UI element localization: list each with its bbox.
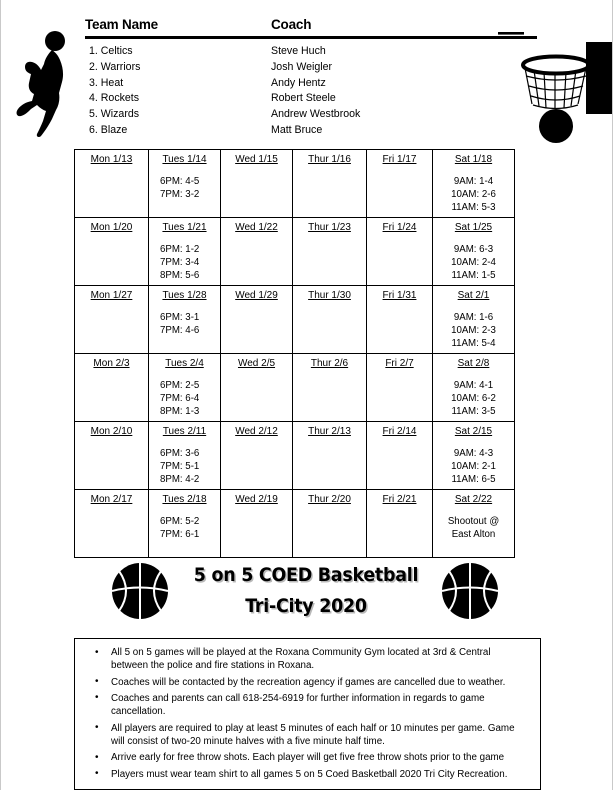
day-label: Wed 2/12	[235, 426, 278, 437]
team-name: 2. Warriors	[89, 60, 141, 73]
coach-name: Robert Steele	[271, 92, 336, 105]
day-label: Thur 1/16	[308, 154, 351, 165]
day-label: Thur 2/20	[308, 494, 351, 505]
game-list	[433, 380, 514, 418]
game-entry: 6PM: 3-1	[160, 312, 200, 324]
schedule-cell-thu[interactable]	[293, 218, 367, 286]
day-label: Sat 2/1	[457, 290, 490, 301]
game-list	[433, 244, 514, 282]
team-name: 3. Heat	[89, 76, 124, 89]
banner-title	[169, 564, 443, 617]
schedule-cell-wed[interactable]	[221, 354, 293, 422]
day-label: Mon 2/17	[90, 494, 133, 505]
roster-row	[89, 77, 539, 93]
schedule-cell-fri[interactable]	[367, 490, 433, 558]
schedule-table	[74, 149, 515, 558]
game-entry: 9AM: 4-3	[453, 448, 494, 460]
schedule-cell-mon[interactable]	[75, 354, 149, 422]
rule-item: • Coaches and parents can call 618-254-6919 for further information in regards to game cancellation.	[111, 692, 530, 718]
schedule-cell-wed[interactable]	[221, 150, 293, 218]
day-label: Tues 2/4	[165, 358, 204, 369]
schedule-cell-tue[interactable]	[149, 286, 221, 354]
schedule-cell-wed[interactable]	[221, 286, 293, 354]
day-label: Sat 1/25	[454, 222, 493, 233]
game-entry: 9AM: 1-4	[453, 176, 494, 188]
schedule-cell-wed[interactable]	[221, 218, 293, 286]
day-label: Sat 2/22	[454, 494, 493, 505]
day-label: Mon 1/20	[90, 222, 133, 233]
roster-list	[89, 45, 539, 140]
game-entry: 6PM: 2-5	[160, 380, 200, 392]
schedule-cell-thu[interactable]	[293, 354, 367, 422]
roster-row	[89, 124, 539, 140]
day-label: Wed 2/5	[237, 358, 276, 369]
coach-name: Andrew Westbrook	[271, 108, 361, 121]
schedule-cell-mon[interactable]	[75, 422, 149, 490]
schedule-cell-thu[interactable]	[293, 286, 367, 354]
game-entry: 7PM: 6-1	[160, 529, 200, 540]
game-entry: 9AM: 1-6	[453, 312, 494, 324]
day-label: Mon 2/10	[90, 426, 133, 437]
schedule-cell-sat[interactable]	[433, 490, 515, 558]
game-entry: 6PM: 4-5	[160, 176, 200, 188]
game-list	[433, 516, 514, 541]
game-list	[149, 380, 220, 418]
day-label: Wed 1/22	[235, 222, 278, 233]
schedule-cell-fri[interactable]	[367, 354, 433, 422]
game-list	[149, 516, 220, 541]
day-label: Fri 1/24	[382, 222, 417, 233]
schedule-cell-sat[interactable]	[433, 286, 515, 354]
schedule-cell-tue[interactable]	[149, 150, 221, 218]
game-list	[433, 448, 514, 486]
game-entry: 8PM: 1-3	[160, 405, 200, 417]
roster-header	[85, 16, 537, 34]
schedule-cell-thu[interactable]	[293, 150, 367, 218]
schedule-cell-mon[interactable]	[75, 218, 149, 286]
game-list	[149, 244, 220, 282]
schedule-cell-wed[interactable]	[221, 422, 293, 490]
banner-title-line2: Tri-City 2020	[245, 595, 367, 617]
schedule-cell-fri[interactable]	[367, 218, 433, 286]
game-entry: 11AM: 5-3	[451, 201, 496, 213]
schedule-cell-wed[interactable]	[221, 490, 293, 558]
day-label: Mon 2/3	[93, 358, 130, 369]
game-entry: 10AM: 6-2	[451, 393, 496, 404]
basketball-icon-left	[111, 562, 169, 620]
day-label: Fri 1/17	[382, 154, 417, 165]
roster-row	[89, 92, 539, 108]
schedule-cell-tue[interactable]	[149, 422, 221, 490]
day-label: Fri 2/14	[382, 426, 417, 437]
schedule-week-row	[75, 354, 515, 422]
game-list	[149, 312, 220, 337]
game-entry: Shootout @	[447, 516, 500, 528]
team-name-header: Team Name	[85, 17, 158, 32]
game-entry: 6PM: 5-2	[160, 516, 200, 528]
game-entry: 7PM: 4-6	[160, 325, 200, 336]
day-label: Tues 1/21	[162, 222, 207, 233]
schedule-cell-thu[interactable]	[293, 490, 367, 558]
game-list	[433, 312, 514, 350]
game-list	[149, 448, 220, 486]
schedule-week-row	[75, 150, 515, 218]
schedule-cell-tue[interactable]	[149, 354, 221, 422]
day-label: Sat 1/18	[454, 154, 493, 165]
game-entry: 10AM: 2-1	[451, 461, 496, 472]
day-label: Fri 1/31	[382, 290, 417, 301]
coach-name: Josh Weigler	[271, 60, 333, 73]
header-rule	[85, 36, 537, 39]
roster-row	[89, 45, 539, 61]
basketball-icon-right	[441, 562, 499, 620]
schedule-week-row	[75, 422, 515, 490]
schedule-week-row	[75, 490, 515, 558]
day-label: Tues 2/11	[162, 426, 207, 437]
day-label: Thur 2/6	[310, 358, 349, 369]
game-entry: 11AM: 5-4	[451, 337, 496, 349]
game-entry: 9AM: 6-3	[453, 244, 494, 256]
roster-row	[89, 108, 539, 124]
schedule-cell-tue[interactable]	[149, 218, 221, 286]
rule-item: • All players are required to play at least 5 minutes of each half or 10 minutes per game. Game will consist of two-20 minute halves with a five minute half time.	[111, 722, 530, 748]
game-entry: 8PM: 5-6	[160, 269, 200, 281]
team-name: 6. Blaze	[89, 123, 128, 136]
day-label: Fri 2/7	[385, 358, 414, 369]
game-entry: 7PM: 5-1	[160, 461, 200, 472]
banner-title-line1: 5 on 5 COED Basketball	[193, 564, 419, 586]
coach-name: Andy Hentz	[271, 76, 326, 89]
day-label: Mon 1/13	[90, 154, 133, 165]
game-entry: 10AM: 2-4	[451, 257, 496, 268]
schedule-cell-sat[interactable]	[433, 218, 515, 286]
day-label: Mon 1/27	[90, 290, 133, 301]
schedule-cell-mon[interactable]	[75, 150, 149, 218]
schedule-cell-fri[interactable]	[367, 286, 433, 354]
coach-name: Matt Bruce	[271, 123, 323, 136]
game-entry: 7PM: 6-4	[160, 393, 200, 404]
day-label: Wed 1/15	[235, 154, 278, 165]
schedule-cell-sat[interactable]	[433, 422, 515, 490]
game-entry: 11AM: 3-5	[451, 405, 496, 417]
day-label: Sat 2/15	[454, 426, 493, 437]
basketball-dunker-silhouette	[15, 26, 77, 138]
rule-item: • All 5 on 5 games will be played at the Roxana Community Gym located at 3rd & Central between the police and fire stations in Roxana.	[111, 646, 530, 672]
schedule-cell-thu[interactable]	[293, 422, 367, 490]
game-entry: 7PM: 3-2	[160, 189, 200, 200]
schedule-cell-fri[interactable]	[367, 422, 433, 490]
day-label: Tues 1/28	[162, 290, 207, 301]
schedule-cell-tue[interactable]	[149, 490, 221, 558]
day-label: Sat 2/8	[457, 358, 490, 369]
rule-item: • Arrive early for free throw shots. Each player will get five free throw shots prior to the game	[111, 751, 530, 764]
rule-item: • Coaches will be contacted by the recreation agency if games are cancelled due to weather.	[111, 676, 530, 689]
schedule-week-row	[75, 286, 515, 354]
team-name: 1. Celtics	[89, 45, 133, 57]
game-entry: 10AM: 2-3	[451, 325, 496, 336]
schedule-cell-mon[interactable]	[75, 286, 149, 354]
day-label: Tues 2/18	[162, 494, 207, 505]
day-label: Thur 1/23	[308, 222, 351, 233]
roster-row	[89, 61, 539, 77]
day-label: Fri 2/21	[382, 494, 417, 505]
game-entry: 9AM: 4-1	[453, 380, 494, 392]
game-list	[433, 176, 514, 214]
game-entry: 8PM: 4-2	[160, 473, 200, 485]
schedule-cell-sat[interactable]	[433, 354, 515, 422]
game-entry: 10AM: 2-6	[451, 189, 496, 200]
team-name: 5. Wizards	[89, 108, 140, 121]
game-list	[149, 176, 220, 201]
schedule-cell-fri[interactable]	[367, 150, 433, 218]
coach-name: Steve Huch	[271, 45, 326, 57]
day-label: Thur 2/13	[308, 426, 351, 437]
day-label: Wed 2/19	[235, 494, 278, 505]
rules-box	[74, 638, 541, 790]
schedule-cell-mon[interactable]	[75, 490, 149, 558]
game-entry: 11AM: 1-5	[451, 269, 496, 281]
game-entry: 11AM: 6-5	[451, 473, 496, 485]
day-label: Wed 1/29	[235, 290, 278, 301]
coach-header: Coach	[271, 17, 312, 32]
game-entry: East Alton	[451, 529, 496, 540]
rule-item: • Players must wear team shirt to all games 5 on 5 Coed Basketball 2020 Tri City Recreation.	[111, 768, 530, 781]
team-name: 4. Rockets	[89, 92, 140, 105]
game-entry: 6PM: 1-2	[160, 244, 200, 256]
day-label: Thur 1/30	[308, 290, 351, 301]
game-entry: 7PM: 3-4	[160, 257, 200, 268]
game-entry: 6PM: 3-6	[160, 448, 200, 460]
schedule-week-row	[75, 218, 515, 286]
schedule-cell-sat[interactable]	[433, 150, 515, 218]
day-label: Tues 1/14	[162, 154, 207, 165]
